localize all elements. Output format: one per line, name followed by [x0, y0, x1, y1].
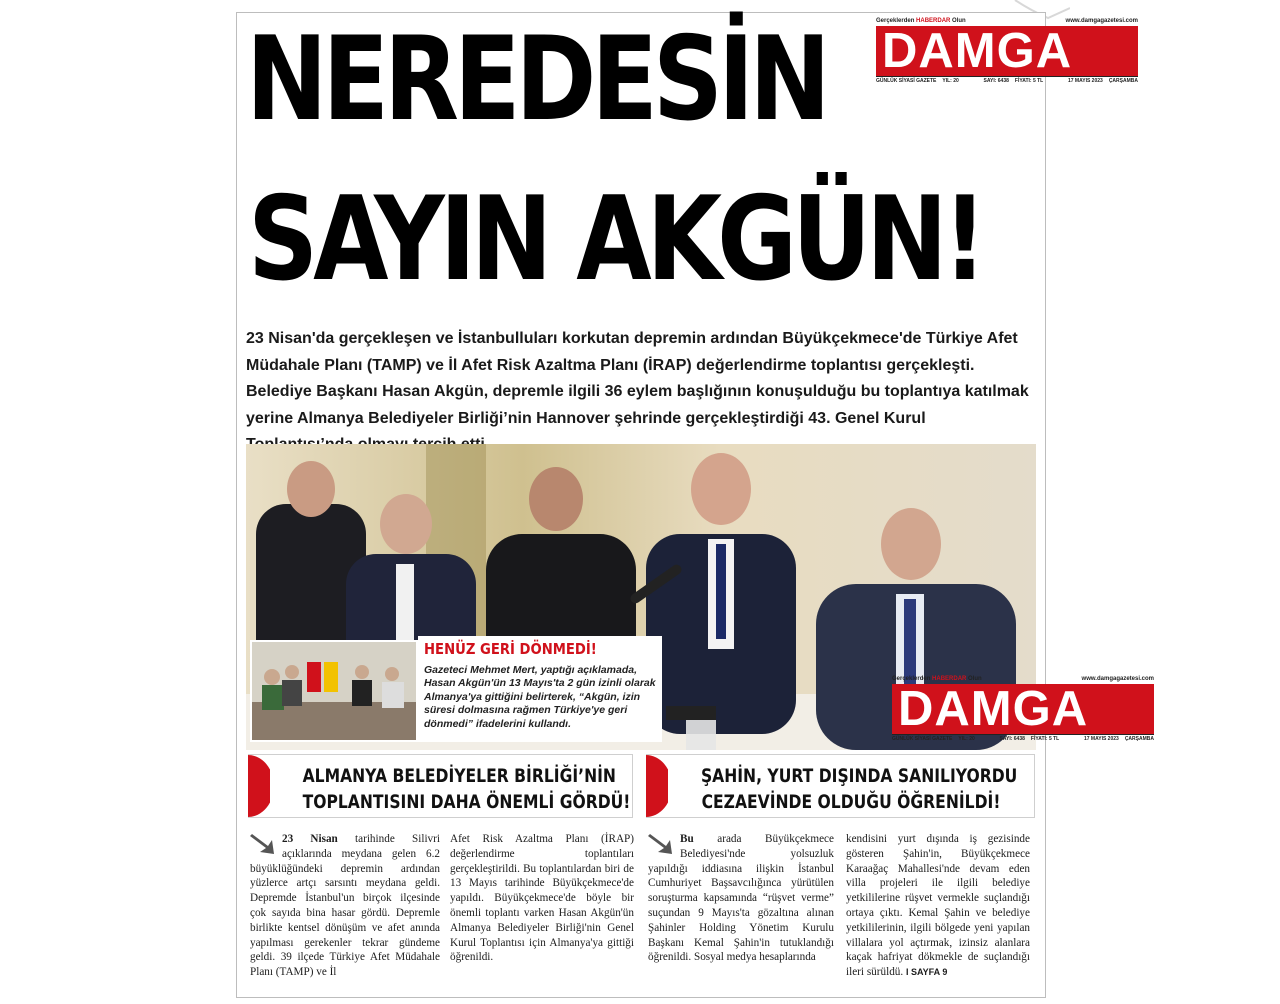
story-right-col-2 — [846, 832, 1030, 980]
page-reference: I SAYFA 9 — [905, 967, 948, 978]
story-right-text-1: arada Büyükçekmece Belediyesi'nde yolsuzluk yapıldığı iddiasına ilişkin İstanbul Cumhuriyet Başsavcılığınca yürütülen soruşturma kapsamında “rüşvet verme” suçundan 9 Mayıs'ta gözaltına alınan Şahinler Holding Yönetim Kurulu Başkanı Kemal Şahin'in tutuklandığı öğrenildi. Sosyal medya hesaplarında — [648, 833, 834, 964]
masthead-type: GÜNLÜK SİYASİ GAZETE — [876, 78, 937, 84]
inset-title: HENÜZ GERİ DÖNMEDİ! — [424, 640, 597, 658]
story-left-lead: 23 Nisan — [282, 833, 338, 845]
inset-box — [418, 636, 662, 742]
headline-line-2: SAYIN AKGÜN! — [248, 172, 983, 307]
masthead-year: YIL: 20 — [958, 736, 975, 742]
masthead-type: GÜNLÜK SİYASİ GAZETE — [892, 736, 953, 742]
masthead-logo: DAMGA — [892, 684, 1154, 734]
subhead-right — [646, 754, 1035, 818]
red-arc-marker — [248, 755, 270, 817]
masthead-issue: SAYI: 6438 — [983, 78, 1009, 84]
story-right-lead: Bu — [680, 833, 694, 845]
red-arc-marker — [646, 755, 668, 817]
arrow-bullet-icon — [250, 832, 278, 856]
masthead-price: FİYATI: 5 TL — [1030, 736, 1060, 742]
inset-photo-illustration — [252, 642, 416, 740]
masthead-website: www.damgagazetesi.com — [1081, 676, 1154, 682]
story-right-text-2: kendisini yurt dışında iş gezisinde gösteren Şahin'in, Büyükçekmece Karaağaç Mahallesi'nde devam eden villa projeleri ile ilgili belediye yetkililerine rüşvet vermekle suçlandığı ortaya çıktı. Kemal Şahin ve belediye yetkililerinin, ilgili bölgede yeni yapılan villalara yol açtırmak, izinsiz alanlara kaçak hafriyat dökmekle de suçlandığı ileri sürüldü. — [846, 833, 1030, 979]
masthead-tagline: Gerçeklerden HABERDAR Olun — [892, 676, 982, 682]
story-left-col-2 — [450, 832, 634, 965]
arrow-bullet-icon — [648, 832, 676, 856]
masthead-date: 17 MAYIS 2023 — [1083, 736, 1119, 742]
story-right-col-1 — [648, 832, 834, 965]
masthead-issue: SAYI: 6438 — [999, 736, 1025, 742]
masthead-logo: DAMGA — [876, 26, 1138, 76]
masthead-bottom — [892, 674, 1154, 744]
story-left-text-2: Afet Risk Azaltma Planı (İRAP) değerlendirme toplantıları gerçekleştirildi. Bu toplantılardan biri de 13 Mayıs tarihinde Büyükçekmece'de yapıldı. Büyükçekmece'de böyle bir önemli toplantı varken Hasan Akgün'ün Almanya Belediyeler Birliği'nin Genel Kurul Toplantısı için Almanya'ya gittiği öğrenildi. — [450, 833, 634, 964]
subhead-right-line-1: ŞAHİN, YURT DIŞINDA SANILIYORDU — [700, 765, 1018, 787]
masthead-date: 17 MAYIS 2023 — [1067, 78, 1103, 84]
masthead-tagline: Gerçeklerden HABERDAR Olun — [876, 18, 966, 24]
masthead-day: ÇARŞAMBA — [1108, 78, 1138, 84]
headline-line-1: NEREDESİN — [246, 12, 826, 147]
masthead-day: ÇARŞAMBA — [1124, 736, 1154, 742]
masthead-year: YIL: 20 — [942, 78, 959, 84]
masthead-website: www.damgagazetesi.com — [1065, 18, 1138, 24]
subhead-right-line-2: CEZAEVİNDE OLDUĞU ÖĞRENİLDİ! — [701, 791, 1001, 813]
inset-photo — [250, 640, 418, 742]
masthead-top — [876, 16, 1138, 86]
story-left-text-1: tarihinde Silivri açıklarında meydana gelen 6.2 büyüklüğündeki depremin ardından yüzlerce artçı sarsıntı meydana geldi. Depremde İstanbul'un birçok ilçesinde çok sayıda bina hasar gördü. Depremle birlikte kentsel dönüşüm ve afet anında yapılması gerekenler tekrar gündeme geldi. 39 ilçede Türkiye Afet Müdahale Planı (TAMP) ve İl — [250, 833, 440, 979]
subhead-left — [248, 754, 633, 818]
inset-text: Gazeteci Mehmet Mert, yaptığı açıklamada, Hasan Akgün'ün 13 Mayıs'ta 2 gün izinli olarak Almanya'ya gittiğini belirterek, “Akgün, izin süresi dolmasına rağmen Türkiye'ye geri dönmedi” ifadelerini kullandı. — [424, 664, 656, 730]
spot-text: 23 Nisan'da gerçekleşen ve İstanbulluları korkutan depremin ardından Büyükçekmece'de Türkiye Afet Müdahale Planı (TAMP) ve İl Afet Risk Azaltma Planı (İRAP) değerlendirme toplantısı gerçekleşti. Belediye Başkanı Hasan Akgün, depremle ilgili 36 eylem başlığının konuşulduğu bu toplantıya katılmak yerine Almanya Belediyeler Birliği’nin Hannover şehrinde gerçekleştirdiği 43. Genel Kurul — [246, 330, 1029, 427]
story-left-col-1 — [250, 832, 440, 980]
masthead-price: FİYATI: 5 TL — [1014, 78, 1044, 84]
subhead-left-line-1: ALMANYA BELEDİYELER BİRLİĞİ’NİN — [302, 765, 616, 787]
subhead-left-line-2: TOPLANTISINI DAHA ÖNEMLİ GÖRDÜ! — [302, 791, 631, 813]
